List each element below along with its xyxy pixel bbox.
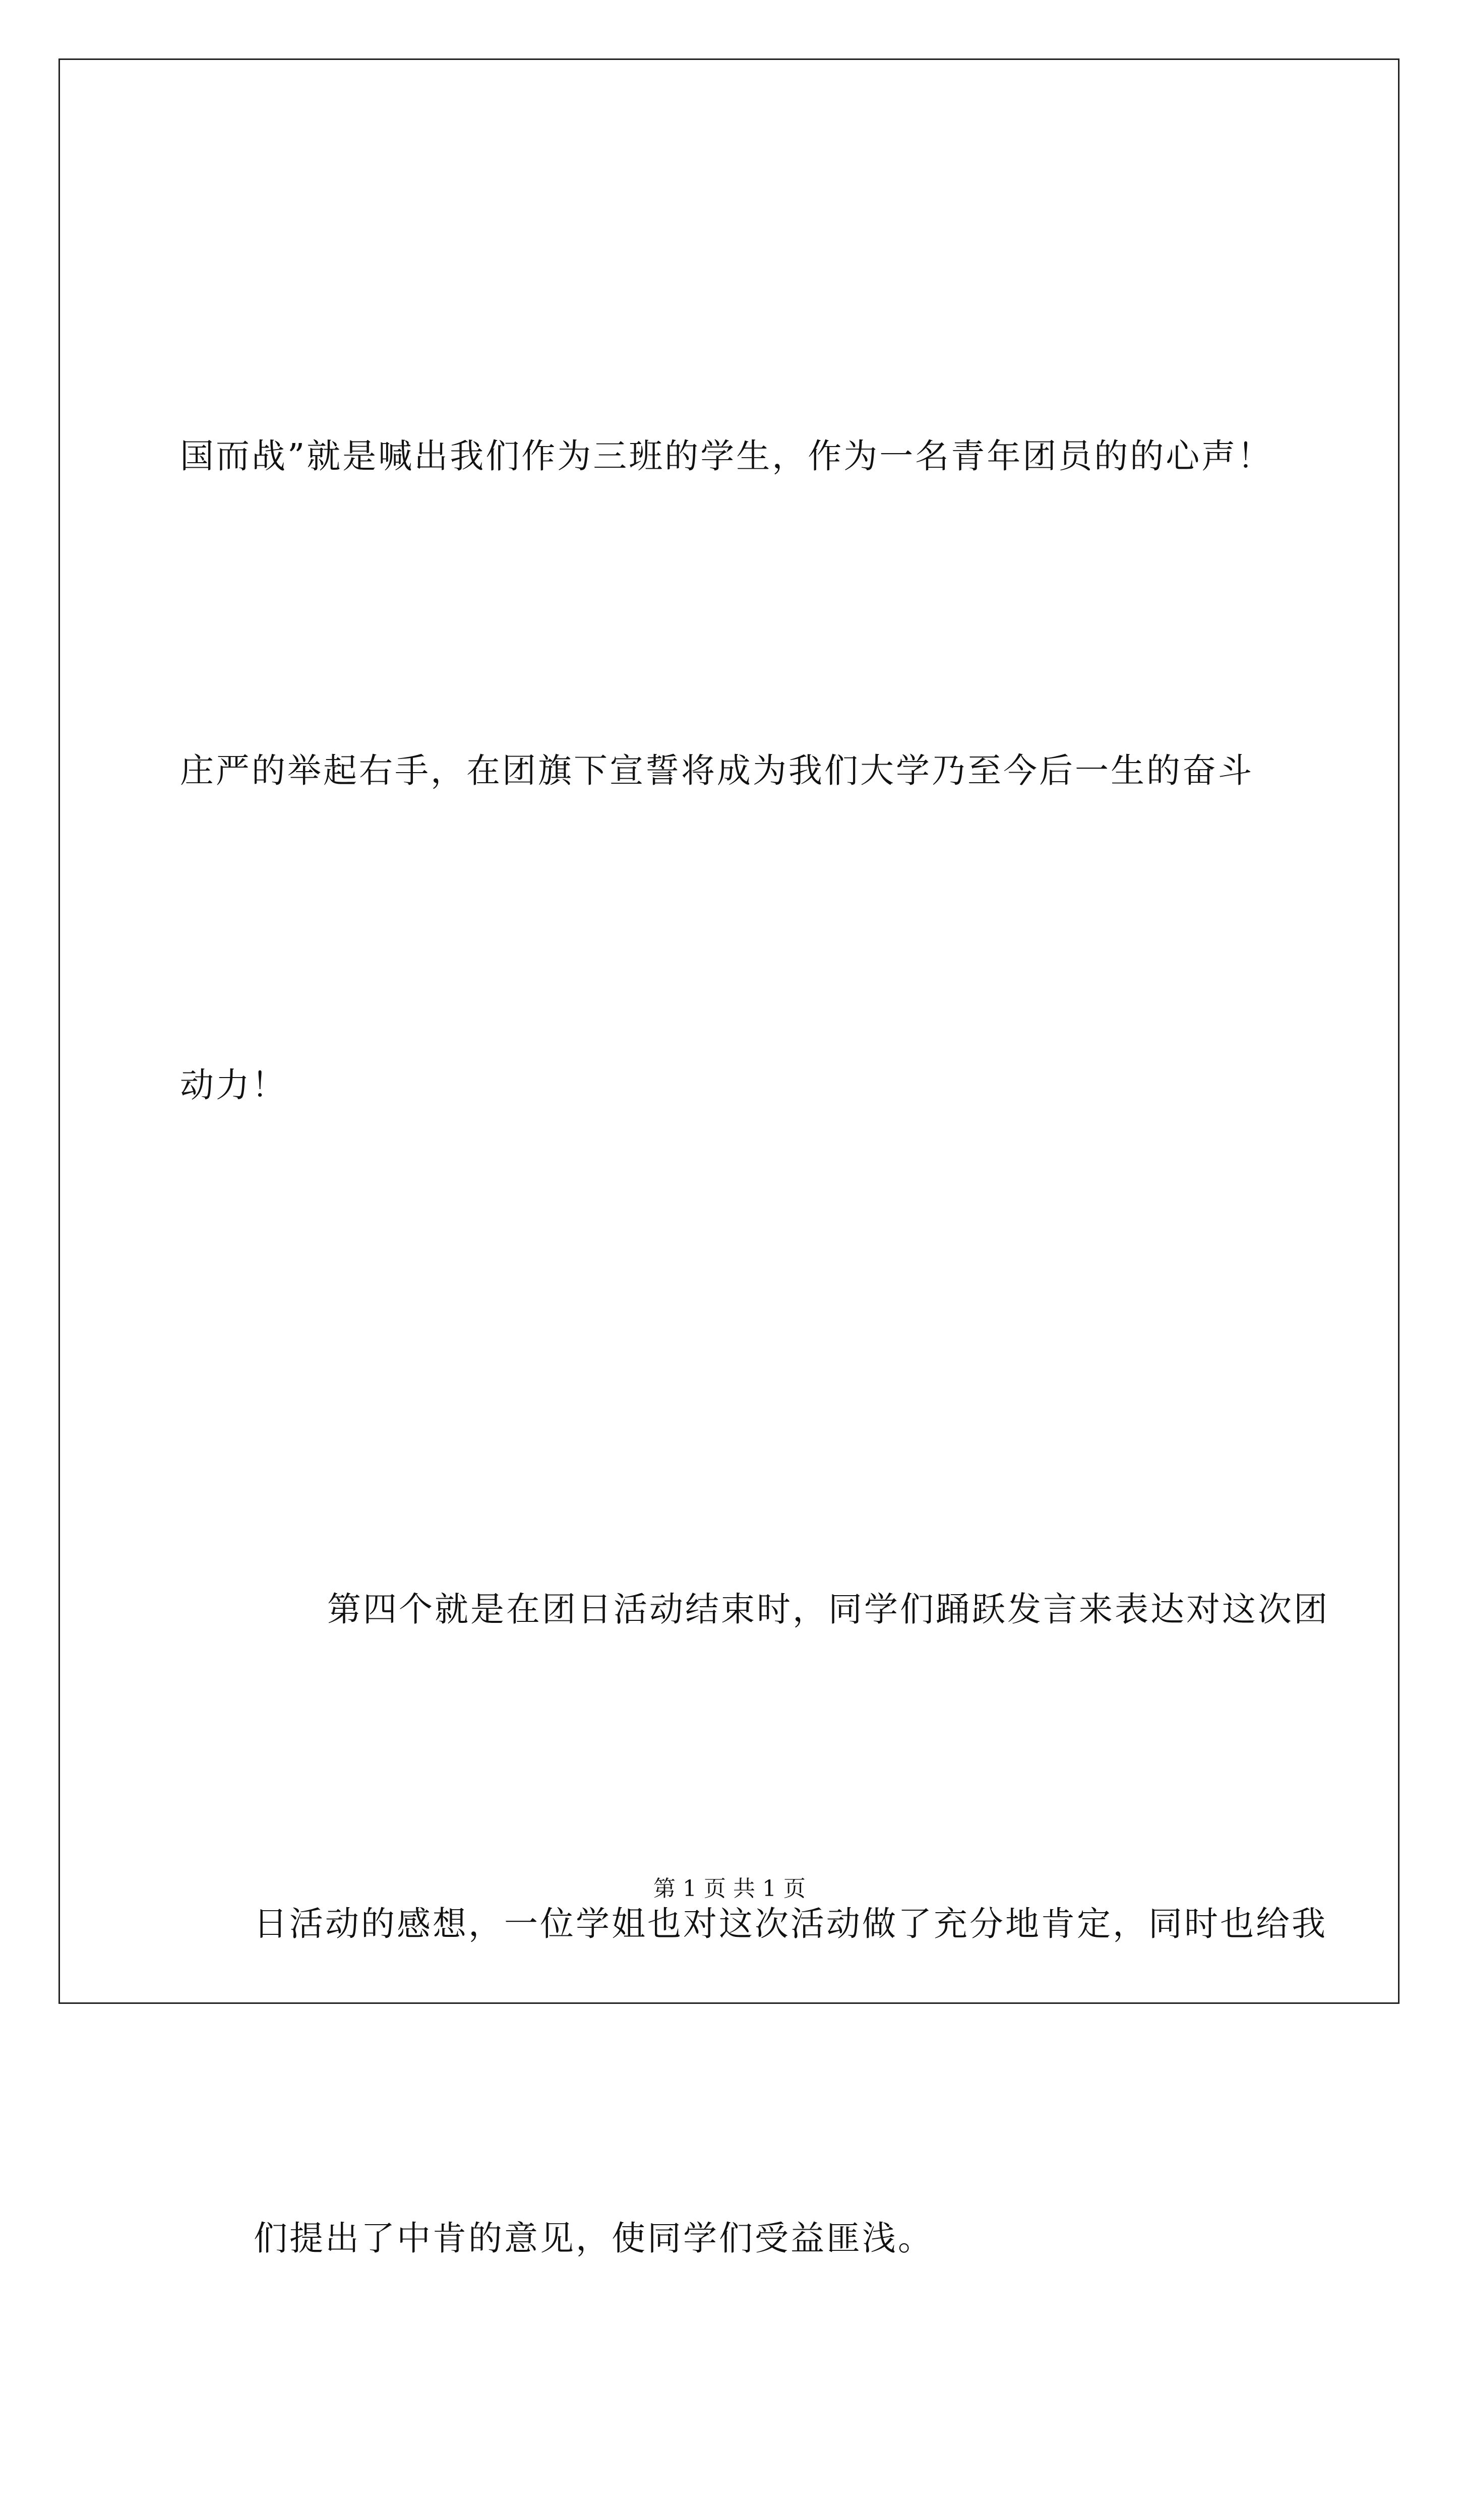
text-line: 动力！ [180,1065,287,1105]
text-line: 第四个就是在团日活动结束时，同学们踊跃发言来表达对这次团 [327,1590,1329,1629]
paragraph-3 [180,2500,1284,2520]
text-line: 们提出了中肯的意见，使同学们受益匪浅。 [254,2219,934,2258]
text-line: 庄严的举起右手，在团旗下宣誓将成为我们大学乃至今后一生的奋斗 [180,751,1254,790]
text-line: 日活动的感想，一位学姐也对这次活动做了充分地肯定，同时也给我 [254,1904,1327,1943]
paragraph-2 [180,1347,1329,2500]
text-line: 国而战”就是喊出我们作为三班的学生，作为一名青年团员的的心声！ [180,436,1273,476]
paragraph-1 [180,194,1284,1347]
document-body [180,194,1329,2520]
page-number-footer: 第 1 页 共 1 页 [653,1876,806,1902]
